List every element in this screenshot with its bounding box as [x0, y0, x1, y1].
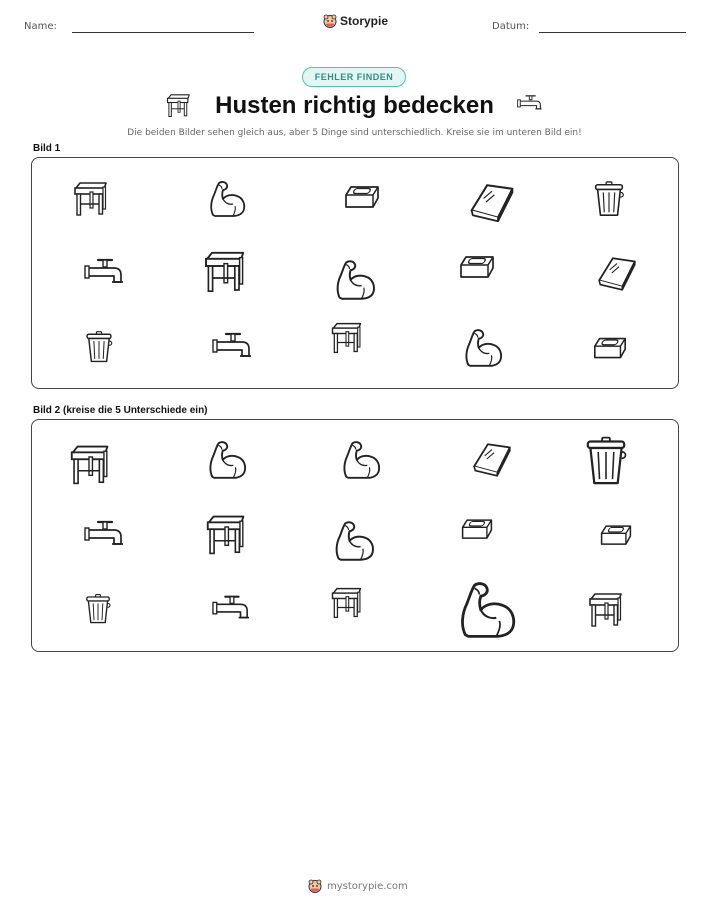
trash-can-icon — [590, 176, 628, 222]
activity-badge: FEHLER FINDEN — [302, 67, 406, 87]
name-label: Name: — [24, 21, 57, 32]
stool-icon[interactable] — [328, 580, 364, 626]
faucet-icon[interactable] — [84, 516, 124, 556]
storypie-mascot-icon — [323, 14, 337, 28]
faucet-icon — [212, 328, 252, 368]
stool-icon — [328, 316, 364, 360]
muscle-arm-icon — [462, 326, 504, 370]
picture-2-panel[interactable] — [31, 419, 679, 652]
muscle-arm-icon — [332, 258, 378, 302]
brand-logo — [323, 14, 388, 28]
picture-1-label: Bild 1 — [33, 143, 61, 154]
muscle-arm-icon[interactable] — [332, 518, 376, 564]
name-line[interactable] — [72, 32, 254, 33]
instructions: Die beiden Bilder sehen gleich aus, aber 5 Dinge sind unterschiedlich. Kreise sie im unteren Bild ein! — [127, 128, 582, 138]
soap-bar-icon — [337, 178, 387, 218]
stool-icon — [70, 176, 110, 222]
faucet-icon — [516, 92, 544, 118]
towel-icon — [467, 178, 517, 226]
worksheet-title: Husten richtig bedecken — [215, 92, 494, 119]
brand-name: Storypie — [340, 14, 389, 28]
storypie-mascot-icon — [308, 879, 322, 893]
trash-can-icon[interactable] — [82, 586, 114, 632]
picture-2-label: Bild 2 (kreise die 5 Unterschiede ein) — [33, 405, 208, 416]
stool-icon[interactable] — [202, 512, 248, 558]
muscle-arm-icon — [207, 176, 247, 222]
stool-icon[interactable] — [585, 586, 625, 634]
soap-bar-icon[interactable] — [592, 518, 640, 554]
muscle-arm-icon[interactable] — [456, 578, 518, 642]
date-label: Datum: — [492, 21, 530, 32]
footer-url: mystorypie.com — [327, 880, 408, 892]
towel-icon[interactable] — [469, 438, 515, 480]
trash-can-icon — [82, 324, 116, 370]
muscle-arm-icon[interactable] — [340, 438, 382, 482]
soap-bar-icon[interactable] — [452, 512, 502, 548]
date-line[interactable] — [539, 32, 686, 33]
stool-icon[interactable] — [66, 440, 112, 490]
stool-icon — [200, 248, 248, 296]
soap-bar-icon — [452, 248, 502, 288]
footer — [308, 879, 408, 893]
muscle-arm-icon[interactable] — [206, 438, 248, 482]
trash-can-icon[interactable] — [580, 428, 632, 494]
faucet-icon — [84, 254, 124, 294]
soap-bar-icon — [585, 330, 635, 368]
towel-icon — [594, 252, 640, 294]
faucet-icon[interactable] — [212, 590, 250, 630]
picture-1-panel — [31, 157, 679, 389]
